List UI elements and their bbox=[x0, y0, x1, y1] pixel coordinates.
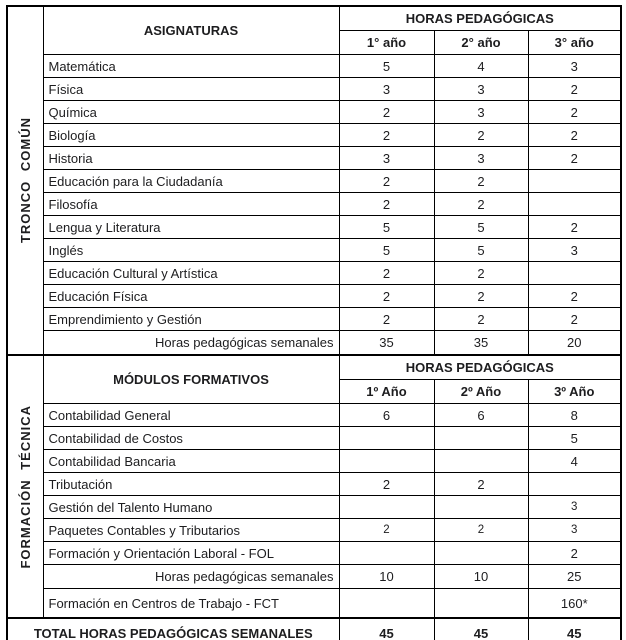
hours-value bbox=[339, 542, 434, 565]
hours-value: 2 bbox=[339, 473, 434, 496]
hours-value bbox=[434, 496, 528, 519]
side-cell-tronco-comun bbox=[7, 6, 43, 355]
total-label: TOTAL HORAS PEDAGÓGICAS SEMANALES bbox=[7, 618, 339, 640]
side-cell-formacion-tecnica bbox=[7, 355, 43, 618]
weekly-hours-value: 25 bbox=[528, 565, 621, 589]
fct-value bbox=[339, 589, 434, 619]
hours-value bbox=[528, 193, 621, 216]
hours-value: 2 bbox=[528, 78, 621, 101]
weekly-hours-value: 20 bbox=[528, 331, 621, 356]
subject-name: Contabilidad General bbox=[43, 404, 339, 427]
table-row bbox=[7, 193, 621, 216]
hours-value: 2 bbox=[339, 262, 434, 285]
hours-value: 2 bbox=[339, 170, 434, 193]
subject-name: Historia bbox=[43, 147, 339, 170]
subject-name: Educación para la Ciudadanía bbox=[43, 170, 339, 193]
hours-value: 2 bbox=[528, 124, 621, 147]
weekly-hours-value: 35 bbox=[434, 331, 528, 356]
year-header: 2° año bbox=[434, 31, 528, 55]
weekly-hours-value: 10 bbox=[339, 565, 434, 589]
hours-value: 2 bbox=[434, 170, 528, 193]
hours-value: 5 bbox=[339, 55, 434, 78]
table-row bbox=[7, 308, 621, 331]
hours-value: 2 bbox=[339, 285, 434, 308]
hours-value: 2 bbox=[528, 308, 621, 331]
table-row bbox=[7, 519, 621, 542]
group-header-horas-pedagogicas: HORAS PEDAGÓGICAS bbox=[339, 355, 621, 380]
table-row bbox=[7, 239, 621, 262]
hours-value: 3 bbox=[434, 147, 528, 170]
subject-name: Filosofía bbox=[43, 193, 339, 216]
hours-value: 2 bbox=[434, 308, 528, 331]
year-header: 3° año bbox=[528, 31, 621, 55]
hours-value: 3 bbox=[434, 78, 528, 101]
hours-value bbox=[339, 450, 434, 473]
total-row bbox=[7, 618, 621, 640]
column-header-asignaturas: ASIGNATURAS bbox=[43, 6, 339, 55]
subject-name: Tributación bbox=[43, 473, 339, 496]
table-row bbox=[7, 147, 621, 170]
table-row bbox=[7, 496, 621, 519]
subject-name: Formación y Orientación Laboral - FOL bbox=[43, 542, 339, 565]
hours-value bbox=[434, 542, 528, 565]
fct-value: 160* bbox=[528, 589, 621, 619]
subject-name: Educación Física bbox=[43, 285, 339, 308]
side-label-tronco-comun: TRONCO COMÚN bbox=[17, 117, 33, 244]
hours-value: 4 bbox=[434, 55, 528, 78]
fct-label: Formación en Centros de Trabajo - FCT bbox=[43, 589, 339, 619]
year-header: 3º Año bbox=[528, 380, 621, 404]
group-header-horas-pedagogicas: HORAS PEDAGÓGICAS bbox=[339, 6, 621, 31]
subject-name: Física bbox=[43, 78, 339, 101]
hours-value: 5 bbox=[434, 216, 528, 239]
subject-name: Contabilidad Bancaria bbox=[43, 450, 339, 473]
hours-value: 2 bbox=[528, 285, 621, 308]
hours-value: 2 bbox=[434, 473, 528, 496]
table-row bbox=[7, 78, 621, 101]
hours-value: 2 bbox=[339, 101, 434, 124]
subject-name: Química bbox=[43, 101, 339, 124]
weekly-hours-row bbox=[7, 331, 621, 356]
table-row bbox=[7, 170, 621, 193]
fct-value bbox=[434, 589, 528, 619]
hours-value: 2 bbox=[434, 193, 528, 216]
hours-value: 2 bbox=[339, 308, 434, 331]
hours-value bbox=[528, 473, 621, 496]
subject-name: Gestión del Talento Humano bbox=[43, 496, 339, 519]
total-value: 45 bbox=[339, 618, 434, 640]
curriculum-table bbox=[6, 5, 622, 640]
subject-name: Emprendimiento y Gestión bbox=[43, 308, 339, 331]
table-row bbox=[7, 542, 621, 565]
hours-value: 4 bbox=[528, 450, 621, 473]
hours-value: 2 bbox=[528, 542, 621, 565]
table-row bbox=[7, 427, 621, 450]
subject-name: Paquetes Contables y Tributarios bbox=[43, 519, 339, 542]
hours-value: 3 bbox=[528, 496, 621, 519]
hours-value: 2 bbox=[339, 124, 434, 147]
year-header: 1° año bbox=[339, 31, 434, 55]
hours-value: 2 bbox=[434, 124, 528, 147]
year-header: 1º Año bbox=[339, 380, 434, 404]
table-row bbox=[7, 216, 621, 239]
table-row bbox=[7, 404, 621, 427]
hours-value: 2 bbox=[339, 193, 434, 216]
weekly-hours-value: 10 bbox=[434, 565, 528, 589]
weekly-hours-label: Horas pedagógicas semanales bbox=[43, 565, 339, 589]
year-header: 2º Año bbox=[434, 380, 528, 404]
hours-value: 8 bbox=[528, 404, 621, 427]
section-header-row bbox=[7, 6, 621, 31]
hours-value bbox=[528, 262, 621, 285]
column-header-modulos-formativos: MÓDULOS FORMATIVOS bbox=[43, 355, 339, 404]
hours-value bbox=[434, 427, 528, 450]
hours-value: 3 bbox=[528, 55, 621, 78]
table-row bbox=[7, 262, 621, 285]
total-value: 45 bbox=[528, 618, 621, 640]
hours-value: 6 bbox=[339, 404, 434, 427]
subject-name: Educación Cultural y Artística bbox=[43, 262, 339, 285]
subject-name: Biología bbox=[43, 124, 339, 147]
section-header-row bbox=[7, 355, 621, 380]
subject-name: Contabilidad de Costos bbox=[43, 427, 339, 450]
hours-value: 3 bbox=[528, 239, 621, 262]
table-row bbox=[7, 450, 621, 473]
fct-row bbox=[7, 589, 621, 619]
table-row bbox=[7, 124, 621, 147]
weekly-hours-row bbox=[7, 565, 621, 589]
hours-value: 5 bbox=[339, 239, 434, 262]
weekly-hours-value: 35 bbox=[339, 331, 434, 356]
hours-value: 2 bbox=[528, 147, 621, 170]
hours-value bbox=[528, 170, 621, 193]
hours-value: 5 bbox=[339, 216, 434, 239]
hours-value: 2 bbox=[434, 262, 528, 285]
table-row bbox=[7, 473, 621, 496]
hours-value: 2 bbox=[339, 519, 434, 542]
hours-value: 2 bbox=[528, 101, 621, 124]
hours-value: 3 bbox=[339, 147, 434, 170]
subject-name: Inglés bbox=[43, 239, 339, 262]
hours-value: 2 bbox=[528, 216, 621, 239]
table-row bbox=[7, 101, 621, 124]
hours-value: 3 bbox=[339, 78, 434, 101]
total-value: 45 bbox=[434, 618, 528, 640]
hours-value: 5 bbox=[528, 427, 621, 450]
weekly-hours-label: Horas pedagógicas semanales bbox=[43, 331, 339, 356]
hours-value: 3 bbox=[434, 101, 528, 124]
hours-value: 5 bbox=[434, 239, 528, 262]
hours-value: 2 bbox=[434, 519, 528, 542]
hours-value bbox=[434, 450, 528, 473]
subject-name: Lengua y Literatura bbox=[43, 216, 339, 239]
hours-value: 6 bbox=[434, 404, 528, 427]
table-row bbox=[7, 55, 621, 78]
hours-value: 3 bbox=[528, 519, 621, 542]
hours-value: 2 bbox=[434, 285, 528, 308]
hours-value bbox=[339, 496, 434, 519]
subject-name: Matemática bbox=[43, 55, 339, 78]
side-label-formacion-tecnica: FORMACIÓN TÉCNICA bbox=[17, 404, 33, 569]
hours-value bbox=[339, 427, 434, 450]
table-row bbox=[7, 285, 621, 308]
